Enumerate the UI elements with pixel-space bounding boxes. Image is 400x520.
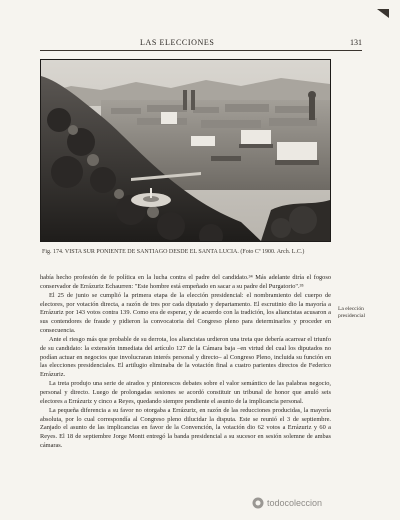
running-head: [40, 37, 362, 51]
paragraph: El 25 de junio se cumplió la primera etapa de la elección presidencial: el nombramiento del cuerpo de electores, por votación directa, a razón de tres por cada diputado y departamento. El escrutinio dio la mayoría a Errázuriz por 143 votos contra 139. Como era de esperar, y de acuerdo con la tradición, los aliancistas acusaron a sus contendores de fraude y pidieron la convocatoria del Congreso pleno para determinarlos y proceder en consecuencia.: [40, 291, 331, 335]
corner-mark: [377, 9, 389, 18]
figure-caption: Fig. 174. VISTA SUR PONIENTE DE SANTIAGO DESDE EL SANTA LUCIA. (Foto Cª 1900. Arch. L.C.): [42, 249, 305, 255]
margin-note: La elección presidencial: [338, 306, 366, 319]
body-text: [40, 274, 331, 451]
paragraph: La pequeña diferencia a su favor no otorgaba a Errázuriz, en razón de las reducciones producidas, la mayoría absoluta, por lo cual correspondía al Congreso pleno dilucidar la disputa. Este se reunió el 3 de septiembre. Zanjado el asunto de las implicancias en favor de la Convención, la votación dio 62 votos a Errázuriz y 60 a Reyes. El 18 de septiembre Jorge Montt entregó la banda presidencial a su sucesor en sesión solemne de ambas cámaras.: [40, 406, 331, 450]
photo-santiago-view: [41, 60, 330, 241]
paragraph: había hecho profesión de fe política en la lucha contra el padre del candidato.³⁴ Más adelante diría el fogoso conservador de Errázuriz Echaurren: "Este hombre está empeñado en sacar a su padre del Purgatorio".³⁵: [40, 274, 331, 290]
paragraph: La treta produjo una serie de airados y pintorescos debates sobre el valor semántico de las palabras negocio, personal y directo. Luego de prolongadas sesiones se acordó constituir un tribunal de honor que anuló seis electores a Errázuriz y cinco a Reyes, quedando siempre pendiente el asunto de la implicancia personal.: [40, 380, 331, 405]
page-number: 131: [350, 38, 362, 47]
historical-photo: [40, 59, 331, 242]
running-head-title: LAS ELECCIONES: [140, 38, 215, 47]
watermark-text: todocoleccion: [267, 498, 323, 508]
paragraph: Ante el riesgo más que probable de su derrota, los aliancistas urdieron una treta que debería acarrear el triunfo de su candidato: la extensión inmediata del artículo 127 de la Cámara baja –en virtud del cual los diputados no podían actuar en negocios que involucraran interés personal y directo– al Congreso Pleno, incluida su función en las elecciones presidenciales. El artilugio eliminaba de la votación final a cuatro parientes directos de Federico Errázuriz.: [40, 335, 331, 379]
todocoleccion-logo-icon: [252, 497, 264, 509]
watermark: [252, 497, 322, 509]
